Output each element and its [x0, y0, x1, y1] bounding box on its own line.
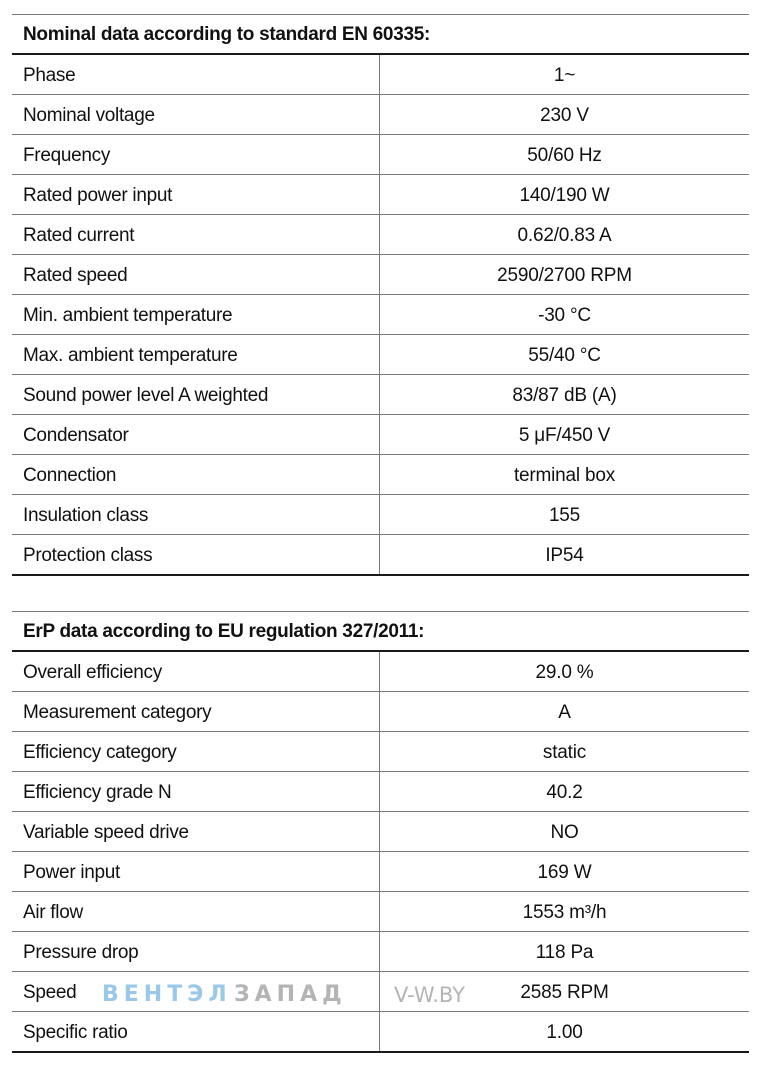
table-row	[12, 255, 749, 295]
row-label: Speed	[12, 972, 380, 1011]
row-value: 0.62/0.83 A	[517, 225, 612, 246]
row-label: Max. ambient temperature	[12, 335, 380, 374]
watermark-brand-part1: ВЕНТЭЛ	[102, 982, 232, 1007]
row-label: Min. ambient temperature	[12, 295, 380, 334]
row-value: IP54	[545, 545, 584, 566]
nominal-data-table	[12, 14, 749, 576]
row-label: Power input	[12, 852, 380, 891]
table-row	[12, 455, 749, 495]
row-label: Variable speed drive	[12, 812, 380, 851]
table-row	[12, 652, 749, 692]
row-value: 1.00	[546, 1022, 583, 1043]
row-label: Connection	[12, 455, 380, 494]
table-row	[12, 892, 749, 932]
row-label: Rated power input	[12, 175, 380, 214]
row-value: 55/40 °C	[528, 345, 601, 366]
table-row	[12, 415, 749, 455]
row-label: Rated current	[12, 215, 380, 254]
table-row	[12, 135, 749, 175]
watermark-brand-part2: ЗАПАД	[234, 982, 347, 1007]
row-value: 2590/2700 RPM	[497, 265, 632, 286]
row-label: Overall efficiency	[12, 652, 380, 691]
row-value: 230 V	[540, 105, 589, 126]
watermark-site: V-W.BY	[394, 983, 465, 1007]
row-label: Condensator	[12, 415, 380, 454]
row-label: Rated speed	[12, 255, 380, 294]
table-row	[12, 495, 749, 535]
row-label: Frequency	[12, 135, 380, 174]
row-label: Nominal voltage	[12, 95, 380, 134]
table-row	[12, 692, 749, 732]
row-label: Measurement category	[12, 692, 380, 731]
table-row	[12, 812, 749, 852]
row-label: Specific ratio	[12, 1012, 380, 1051]
table-row	[12, 175, 749, 215]
row-label: Phase	[12, 55, 380, 94]
row-value: 118 Pa	[535, 942, 594, 963]
row-value: 83/87 dB (A)	[512, 385, 617, 406]
row-value: 5 μF/450 V	[518, 425, 611, 446]
row-value: 169 W	[537, 862, 592, 883]
table-row	[12, 375, 749, 415]
row-value: -30 °C	[538, 305, 591, 326]
erp-data-title: ErP data according to EU regulation 327/2011:	[12, 612, 749, 652]
table-row	[12, 732, 749, 772]
table-row	[12, 95, 749, 135]
row-value: 29.0 %	[535, 662, 594, 683]
row-value: 155	[548, 505, 581, 526]
row-value: terminal box	[513, 465, 616, 486]
row-value: 1553 m³/h	[522, 902, 607, 923]
row-value: 40.2	[546, 782, 583, 803]
row-value: static	[542, 742, 587, 763]
row-label: Sound power level A weighted	[12, 375, 380, 414]
row-value: 50/60 Hz	[527, 145, 602, 166]
table-row	[12, 772, 749, 812]
row-label: Insulation class	[12, 495, 380, 534]
table-row	[12, 215, 749, 255]
row-value: 2585 RPM	[520, 982, 609, 1003]
table-row	[12, 55, 749, 95]
row-label: Air flow	[12, 892, 380, 931]
table-row	[12, 932, 749, 972]
row-label: Protection class	[12, 535, 380, 574]
row-value: A	[558, 702, 571, 723]
table-row	[12, 1012, 749, 1053]
table-row	[12, 295, 749, 335]
table-row	[12, 335, 749, 375]
row-value: NO	[550, 822, 579, 843]
table-row	[12, 535, 749, 576]
row-value: 140/190 W	[519, 185, 610, 206]
table-row	[12, 852, 749, 892]
row-label: Efficiency grade N	[12, 772, 380, 811]
row-label: Pressure drop	[12, 932, 380, 971]
row-label: Efficiency category	[12, 732, 380, 771]
row-value: 1~	[553, 65, 576, 86]
nominal-data-title: Nominal data according to standard EN 60335:	[12, 15, 749, 55]
